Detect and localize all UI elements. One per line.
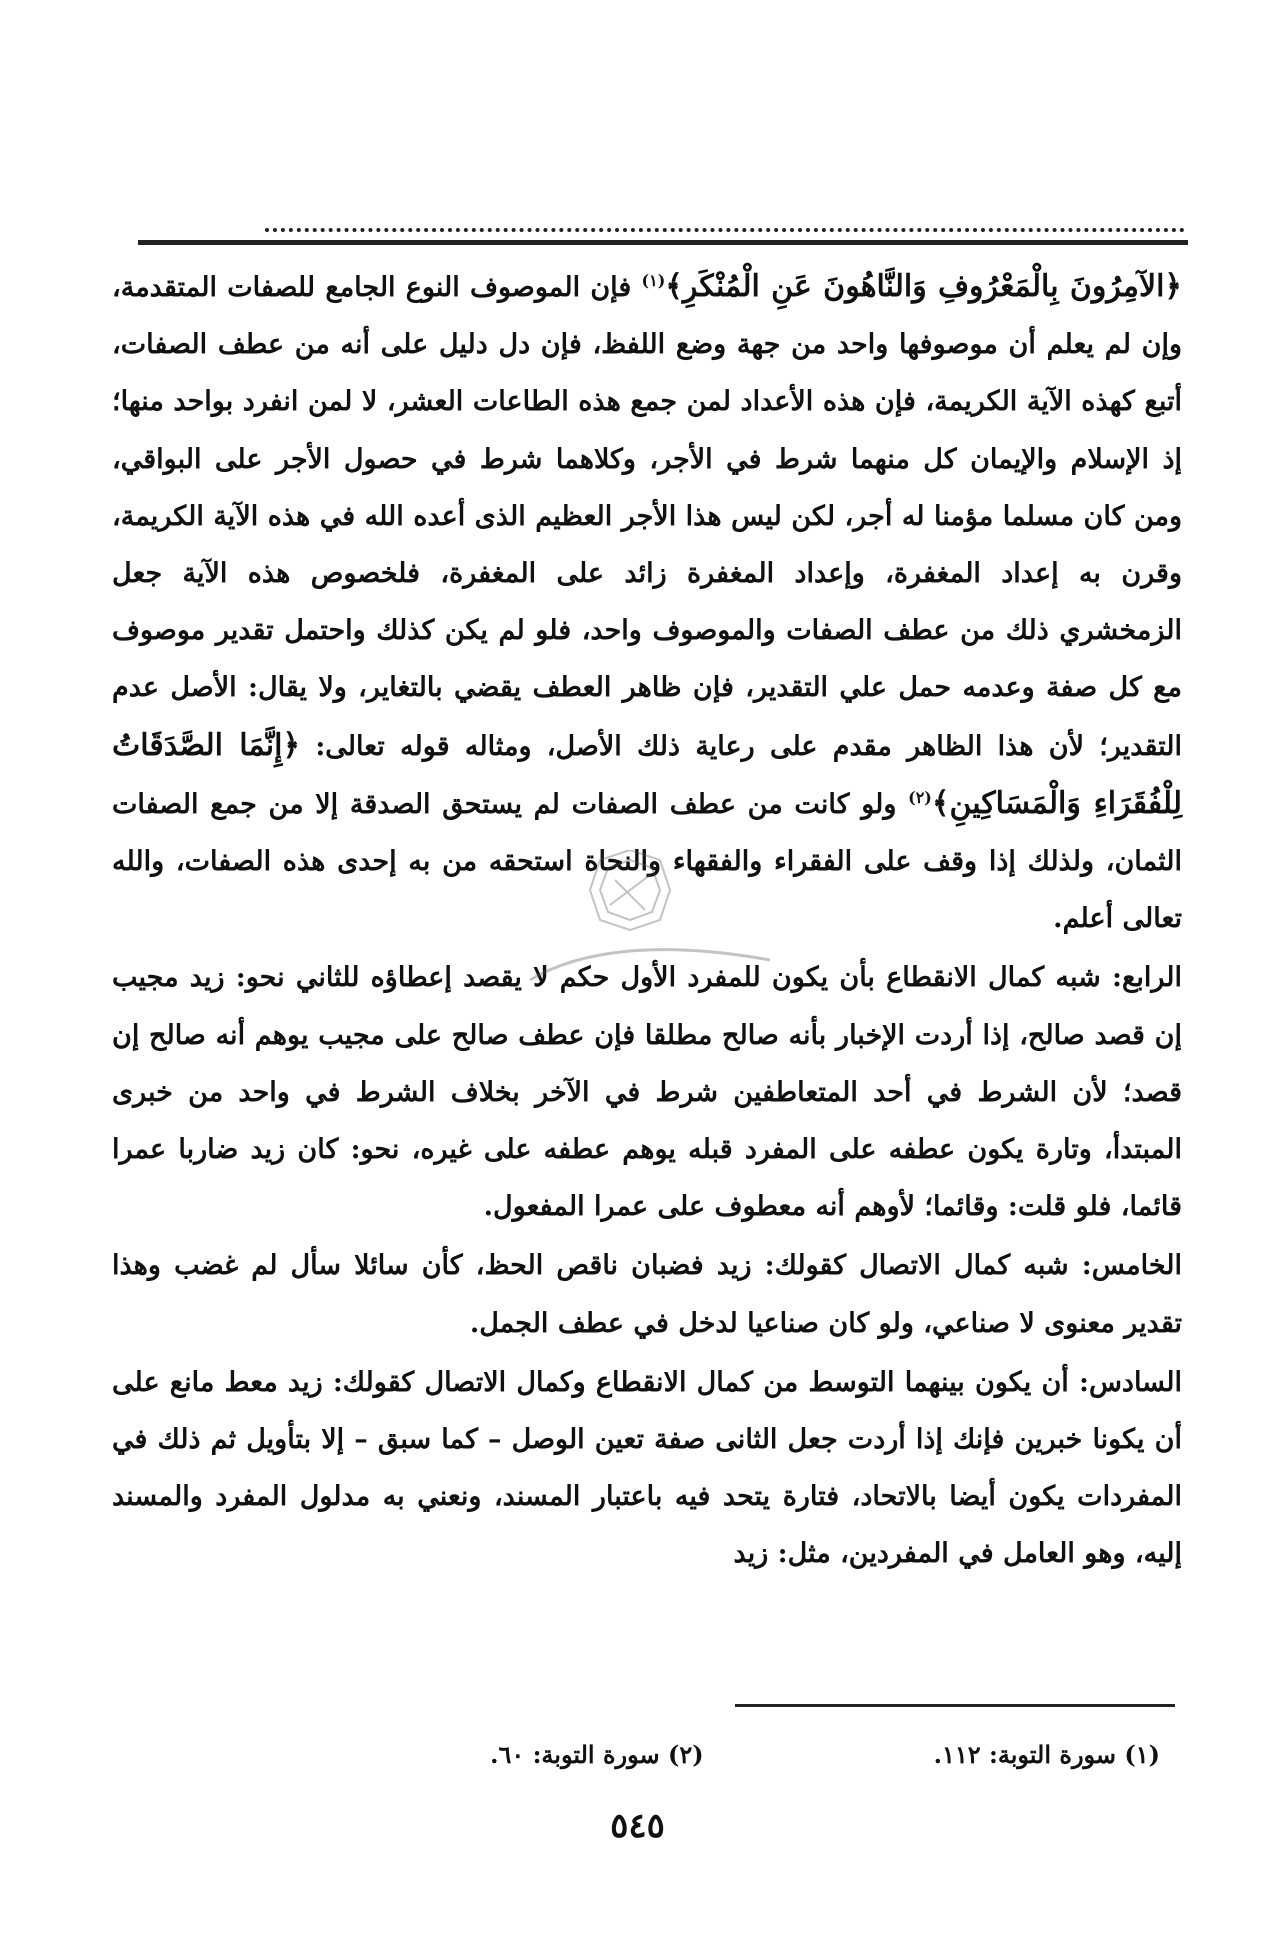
paragraph-3: [112, 1237, 1182, 1351]
header-dotted-line: [265, 228, 1185, 232]
paragraph-3-text: شبه كمال الاتصال كقولك: زيد فضبان ناقص الحظ، كأن سائلا سأل لم غضب وهذا تقدير معنوى لا صناعي، ولو كان صناعيا لدخل في عطف الجمل.: [112, 1250, 1182, 1339]
section-label-fifth: الخامس:: [1081, 1250, 1182, 1282]
paragraph-1: [112, 258, 1182, 947]
library-stamp-watermark: [520, 850, 780, 1000]
paragraph-1-text-2: ولو كانت من عطف الصفات لم يستحق الصدقة إلا من جمع الصفات الثمان، ولذلك إذا وقف على الفقراء والفقهاء والنحاة استحقه من به إحدى هذه الصفات، والله تعالى أعلم.: [112, 788, 1182, 935]
paragraph-2-text: شبه كمال الانقطاع بأن يكون للمفرد الأول حكم لا يقصد إعطاؤه للثاني نحو: زيد مجيب إن قصد صالح، إذا أردت الإخبار بأنه صالح مطلقا فإن عطف صالح على مجيب يوهم أنه صالح إن قصد؛ لأن الشرط في أحد المتعاطفين شرط في الآخر بخلاف الشرط في واحد من خبرى المبتدأ، وتارة يكون عطفه على المفرد قبله يوهم عطفه على غيره، نحو: كان زيد ضاربا عمرا قائما، فلو قلت: وقائما؛ لأوهم أنه معطوف على عمرا المفعول.: [112, 962, 1182, 1223]
quran-verse-2: ﴿إِنَّمَا الصَّدَقَاتُ لِلْفُقَرَاءِ وَالْمَسَاكِينِ﴾: [112, 727, 1183, 821]
paragraph-1-text: فإن الموصوف النوع الجامع للصفات المتقدمة، وإن لم يعلم أن موصوفها واحد من جهة وضع اللفظ، فإن دل دليل على أنه من عطف الصفات، أتبع كهذه الآية الكريمة، فإن هذه الأعداد لمن جمع هذه الطاعات العشر، لا لمن انفرد بواحد منها؛ إذ الإسلام والإيمان كل منهما شرط في الأجر، وكلاهما شرط في حصول الأجر على البواقي، ومن كان مسلما مؤمنا له أجر، لكن ليس هذا الأجر العظيم الذى أعده الله في هذه الآية الكريمة، وقرن به إعداد المغفرة، وإعداد المغفرة زائد على المغفرة، فلخصوص هذه الآية جعل الزمخشري ذلك من عطف الصفات والموصوف واحد، فلو لم يكن كذلك واحتمل تقدير موصوف مع كل صفة وعدمه حمل علي التقدير، فإن ظاهر العطف يقضي بالتغاير، ولا يقال: الأصل عدم التقدير؛ لأن هذا الظاهر مقدم على رعاية ذلك الأصل، ومثاله قوله تعالى:: [112, 272, 1183, 762]
footnote-separator: [735, 1704, 1175, 1707]
page-number: ٥٤٥: [610, 1806, 665, 1846]
quran-verse-1: ﴿الآمِرُونَ بِالْمَعْرُوفِ وَالنَّاهُونَ عَنِ الْمُنْكَرِ﴾: [665, 269, 1182, 304]
footnote-ref-1: (١): [641, 271, 666, 290]
footnote-1: (١) سورة التوبة: ١١٢.: [933, 1740, 1160, 1769]
footnote-ref-2: (٢): [908, 787, 932, 807]
paragraph-4: [112, 1354, 1182, 1583]
header-rule: [138, 240, 1188, 245]
paragraph-4-text: أن يكون بينهما التوسط من كمال الانقطاع وكمال الاتصال كقولك: زيد معط مانع على أن يكونا خبرين فإنك إذا أردت جعل الثانى صفة تعين الوصل – كما سبق – إلا بتأويل ثم ذلك في المفردات يكون أيضا بالاتحاد، فتارة يتحد فيه باعتبار المسند، ونعني به مدلول المفرد والمسند إليه، وهو العامل في المفردين، مثل: زيد: [112, 1366, 1182, 1570]
footnote-2: (٢) سورة التوبة: ٦٠.: [490, 1740, 704, 1769]
section-label-fourth: الرابع:: [1112, 962, 1182, 994]
section-label-sixth: السادس:: [1079, 1366, 1182, 1398]
footnotes: [380, 1740, 1160, 1769]
